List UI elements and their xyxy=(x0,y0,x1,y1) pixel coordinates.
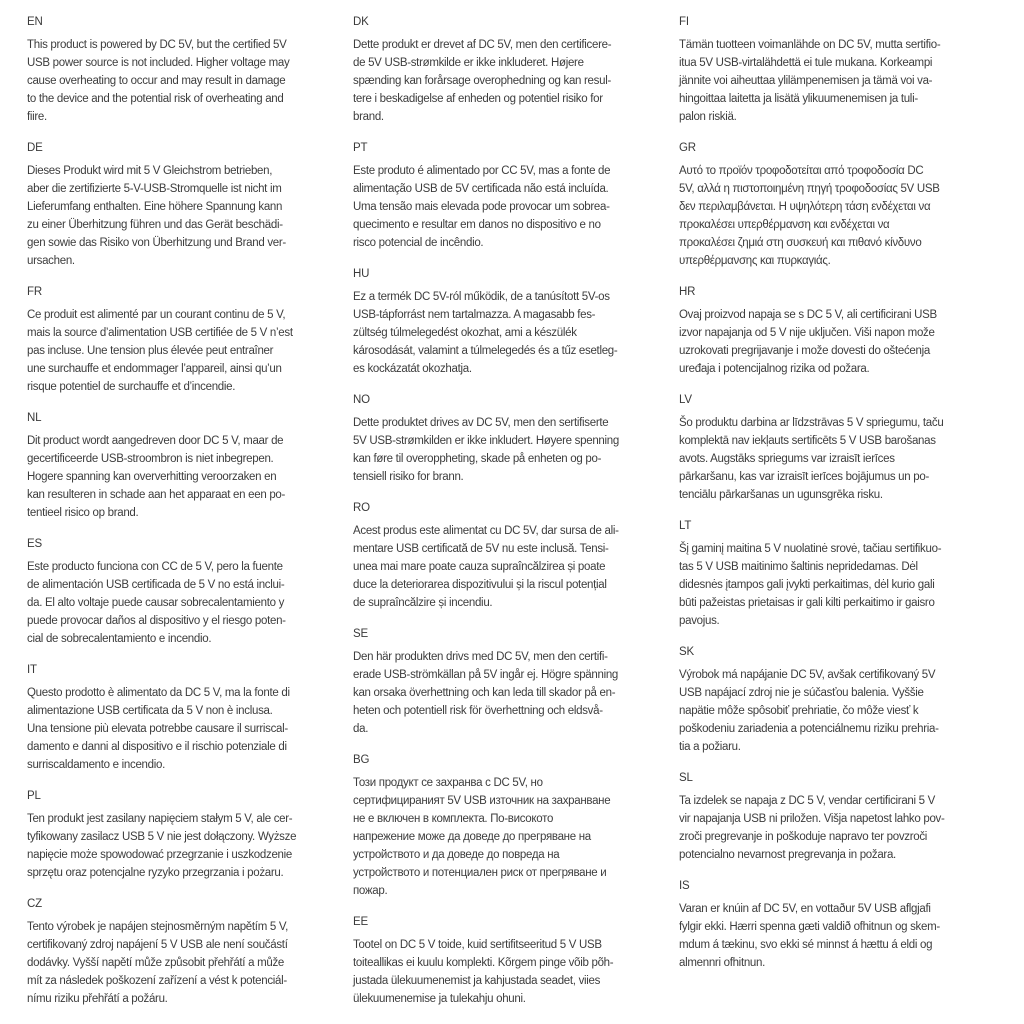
language-code-label: IS xyxy=(679,880,690,892)
notice-text-line: Dette produktet drives av DC 5V, men den sertifiserte xyxy=(353,417,609,429)
notice-text-line: Ez a termék DC 5V-ról működik, de a tanúsított 5V-os xyxy=(353,291,610,303)
notice-section-dk xyxy=(353,13,665,126)
notice-text-line: almennri ofhitnun. xyxy=(679,957,766,969)
notice-section-cz xyxy=(27,895,339,1008)
language-code-label: HU xyxy=(353,268,370,280)
notice-text-line: Tämän tuotteen voimanlähde on DC 5V, mutta sertifio- xyxy=(679,39,941,51)
notice-section-bg xyxy=(353,751,665,900)
notice-text-line: potencialno nevarnost pregrevanja in požara. xyxy=(679,849,896,861)
notice-section-fi xyxy=(679,13,991,126)
notice-text-line: cial de sobrecalentamiento e incendio. xyxy=(27,633,212,645)
notice-text-line: pavojus. xyxy=(679,615,720,627)
notice-section-en xyxy=(27,13,339,126)
notice-text-line: da. El alto voltaje puede causar sobrecalentamiento y xyxy=(27,597,285,609)
notice-text-line: hingoittaa laitetta ja lisätä ylikuumenemisen ja tuli- xyxy=(679,93,918,105)
language-code-label: PT xyxy=(353,142,368,154)
notice-section-ro xyxy=(353,499,665,612)
notice-text-line: fylgir ekki. Hærri spenna gæti valdið ofhitnun og skem- xyxy=(679,921,940,933)
language-code-label: HR xyxy=(679,286,696,298)
notice-text-line: не е включен в комплекта. По-високото xyxy=(353,813,554,825)
notice-text-line: ülekuumenemise ja tulekahju ohuni. xyxy=(353,993,526,1005)
notice-text-line: de 5V USB-strømkilde er ikke inkluderet. Højere xyxy=(353,57,584,69)
notice-text-line: προκαλέσει ζημιά στη συσκευή και πιθανό κίνδυνο xyxy=(679,237,922,249)
notice-text-line: izvor napajanja od 5 V nije uključen. Viši napon može xyxy=(679,327,935,339)
notice-text-line: Una tensione più elevata potrebbe causare il surriscal- xyxy=(27,723,288,735)
notice-text-line: 5V, αλλά η πιστοποιημένη πηγή τροφοδοσίας 5V USB xyxy=(679,183,940,195)
notice-text-line: Tootel on DC 5 V toide, kuid sertifitseeritud 5 V USB xyxy=(353,939,602,951)
notice-section-gr xyxy=(679,139,991,270)
language-code-label: FR xyxy=(27,286,42,298)
language-code-label: SL xyxy=(679,772,693,784)
notice-text-line: kan føre til overoppheting, skade på enheten og po- xyxy=(353,453,602,465)
notice-text-line: Acest produs este alimentat cu DC 5V, dar sursa de ali- xyxy=(353,525,619,537)
notice-text-line: unea mai mare poate cauza supraîncălzirea și poate xyxy=(353,561,606,573)
language-code-label: DE xyxy=(27,142,43,154)
notice-text-line: zroči pregrevanje in poškoduje napravo ter povzroči xyxy=(679,831,928,843)
notice-text-line: Uma tensão mais elevada pode provocar um sobrea- xyxy=(353,201,610,213)
notice-text-line: Този продукт се захранва с DC 5V, но xyxy=(353,777,543,789)
notice-text-line: Lieferumfang enthalten. Eine höhere Spannung kann xyxy=(27,201,283,213)
language-code-label: RO xyxy=(353,502,370,514)
notice-text-line: fiire. xyxy=(27,111,47,123)
notice-text-line: USB napájací zdroj nie je súčasťou balenia. Vyššie xyxy=(679,687,924,699)
notice-text-line: υπερθέρμανσης και πυρκαγιάς. xyxy=(679,255,831,267)
language-code-label: LV xyxy=(679,394,692,406)
notice-text-line: būti pažeistas prietaisas ir gali kilti perkaitimo ir gaisro xyxy=(679,597,935,609)
notice-text-line: tentieel risico op brand. xyxy=(27,507,139,519)
notice-text-line: napätie môže spôsobiť prehriatie, čo môže viesť k xyxy=(679,705,919,717)
language-code-label: LT xyxy=(679,520,692,532)
notice-section-sl xyxy=(679,769,991,864)
notice-text-line: Dieses Produkt wird mit 5 V Gleichstrom betrieben, xyxy=(27,165,273,177)
notice-section-hr xyxy=(679,283,991,378)
notice-text-line: to the device and the potential risk of overheating and xyxy=(27,93,284,105)
notice-text-line: damento e danni al dispositivo e il rischio potenziale di xyxy=(27,741,287,753)
notice-text-line: pārkaršanu, kas var izraisīt ierīces bojājumus un po- xyxy=(679,471,929,483)
notice-text-line: komplektā nav iekļauts sertificēts 5 V USB barošanas xyxy=(679,435,936,447)
notice-section-fr xyxy=(27,283,339,396)
notice-text-line: Hogere spanning kan oververhitting veroorzaken en xyxy=(27,471,277,483)
notice-text-line: brand. xyxy=(353,111,384,123)
notice-text-line: es kockázatát okozhatja. xyxy=(353,363,472,375)
notice-text-line: Este producto funciona con CC de 5 V, pero la fuente xyxy=(27,561,283,573)
notice-text-line: tenciālu pārkaršanas un ugunsgrēka risku. xyxy=(679,489,883,501)
notice-text-line: justada ülekuumenemist ja kahjustada seadet, viies xyxy=(353,975,601,987)
notice-text-line: uzrokovati pregrijavanje i može dovesti do oštećenja xyxy=(679,345,930,357)
language-code-label: FI xyxy=(679,16,689,28)
notice-text-line: Den här produkten drivs med DC 5V, men den certifi- xyxy=(353,651,608,663)
notice-text-line: itua 5V USB-virtalähdettä ei tule mukana. Korkeampi xyxy=(679,57,933,69)
notice-text-line: Šį gaminį maitina 5 V nuolatinė srovė, tačiau sertifikuo- xyxy=(679,543,942,555)
notice-text-line: gen sowie das Risiko von Überhitzung und Brand ver- xyxy=(27,237,286,249)
notice-text-line: mais la source d’alimentation USB certifiée de 5 V n’est xyxy=(27,327,293,339)
notice-text-line: une surchauffe et endommager l’appareil, ainsi qu’un xyxy=(27,363,282,375)
notice-column-2 xyxy=(353,13,665,1024)
notice-text-line: Ta izdelek se napaja z DC 5 V, vendar certificirani 5 V xyxy=(679,795,936,807)
notice-text-line: Tento výrobek je napájen stejnosměrným napětím 5 V, xyxy=(27,921,289,933)
notice-text-line: 5V USB-strømkilden er ikke inkludert. Høyere spenning xyxy=(353,435,619,447)
notice-section-sk xyxy=(679,643,991,756)
notice-text-line: didesnės įtampos gali įvykti perkaitimas, dėl kurio gali xyxy=(679,579,935,591)
notice-text-line: Varan er knúin af DC 5V, en vottaður 5V USB aflgjafi xyxy=(679,903,931,915)
notice-text-line: устройството и да доведе до повреда на xyxy=(353,849,560,861)
notice-text-line: cause overheating to occur and may result in damage xyxy=(27,75,286,87)
notice-section-no xyxy=(353,391,665,486)
notice-text-line: напрежение може да доведе до прегряване на xyxy=(353,831,591,843)
notice-text-line: устройството и потенциален риск от прегряване и xyxy=(353,867,607,879)
notice-section-de xyxy=(27,139,339,270)
notice-text-line: ursachen. xyxy=(27,255,75,267)
notice-text-line: alimentação USB de 5V certificada não está incluída. xyxy=(353,183,609,195)
notice-text-line: certifikovaný zdroj napájení 5 V USB ale není součástí xyxy=(27,939,288,951)
notice-text-line: Ce produit est alimenté par un courant continu de 5 V, xyxy=(27,309,286,321)
notice-section-es xyxy=(27,535,339,648)
language-code-label: CZ xyxy=(27,898,42,910)
notice-text-line: Questo prodotto è alimentato da DC 5 V, ma la fonte di xyxy=(27,687,290,699)
notice-text-line: napięcie może spowodować przegrzanie i uszkodzenie xyxy=(27,849,292,861)
notice-text-line: tas 5 V USB maitinimo šaltinis nepridedamas. Dėl xyxy=(679,561,918,573)
notice-section-nl xyxy=(27,409,339,522)
notice-text-line: jännite voi aiheuttaa ylilämpenemisen ja tämä voi va- xyxy=(679,75,933,87)
notice-section-ee xyxy=(353,913,665,1008)
notice-text-line: USB-tápforrást nem tartalmazza. A magasabb fes- xyxy=(353,309,596,321)
notice-text-line: zu einer Überhitzung führen und das Gerät beschädi- xyxy=(27,219,283,231)
language-code-label: NL xyxy=(27,412,42,424)
notice-column-3 xyxy=(679,13,991,1024)
notice-text-line: Dit product wordt aangedreven door DC 5 V, maar de xyxy=(27,435,284,447)
notice-section-se xyxy=(353,625,665,738)
notice-text-line: da. xyxy=(353,723,369,735)
notice-text-line: avots. Augstāks spriegums var izraisīt ierīces xyxy=(679,453,895,465)
language-code-label: PL xyxy=(27,790,41,802)
notice-text-line: gecertificeerde USB-stroombron is niet inbegrepen. xyxy=(27,453,274,465)
notice-text-line: duce la deteriorarea dispozitivului și la riscul potențial xyxy=(353,579,607,591)
notice-text-line: tensiell risiko for brann. xyxy=(353,471,464,483)
notice-text-line: Dette produkt er drevet af DC 5V, men den certificere- xyxy=(353,39,612,51)
language-code-label: NO xyxy=(353,394,370,406)
notice-text-line: de supraîncălzire și incendiu. xyxy=(353,597,493,609)
language-code-label: IT xyxy=(27,664,37,676)
notice-text-line: Este produto é alimentado por CC 5V, mas a fonte de xyxy=(353,165,611,177)
notice-section-is xyxy=(679,877,991,972)
notice-text-line: vir napajanja USB ni priložen. Višja napetost lahko pov- xyxy=(679,813,945,825)
notice-section-it xyxy=(27,661,339,774)
notice-text-line: sprzętu oraz potencjalne ryzyko przegrzania i pożaru. xyxy=(27,867,284,879)
notice-text-line: сертифицираният 5V USB източник на захранване xyxy=(353,795,611,807)
notice-text-line: risco potencial de incêndio. xyxy=(353,237,484,249)
notice-section-lt xyxy=(679,517,991,630)
notice-text-line: mít za následek poškození zařízení a vést k potenciál- xyxy=(27,975,287,987)
notice-text-line: δεν περιλαμβάνεται. Η υψηλότερη τάση ενδέχεται να xyxy=(679,201,931,213)
notice-text-line: Výrobok má napájanie DC 5V, avšak certifikovaný 5V xyxy=(679,669,936,681)
notice-column-1 xyxy=(27,13,339,1024)
notice-text-line: dodávky. Vyšší napětí může způsobit přehřátí a může xyxy=(27,957,285,969)
notice-section-pl xyxy=(27,787,339,882)
notice-text-line: προκαλέσει υπερθέρμανση και ενδέχεται να xyxy=(679,219,890,231)
notice-text-line: poškodeniu zariadenia a potenciálnemu riziku prehria- xyxy=(679,723,939,735)
notice-text-line: palon riskiä. xyxy=(679,111,737,123)
notice-text-line: alimentazione USB certificata da 5 V non è inclusa. xyxy=(27,705,273,717)
notice-text-line: quecimento e resultar em danos no dispositivo e no xyxy=(353,219,601,231)
notice-section-pt xyxy=(353,139,665,252)
language-code-label: EN xyxy=(27,16,43,28)
notice-text-line: nímu riziku přehřátí a požáru. xyxy=(27,993,168,1005)
notice-text-line: Šo produktu darbina ar līdzstrāvas 5 V spriegumu, taču xyxy=(679,417,944,429)
language-code-label: SE xyxy=(353,628,368,640)
notice-text-line: Αυτό το προϊόν τροφοδοτείται από τροφοδοσία DC xyxy=(679,165,924,177)
notice-text-line: aber die zertifizierte 5-V-USB-Stromquelle ist nicht im xyxy=(27,183,282,195)
language-code-label: EE xyxy=(353,916,368,928)
notice-text-line: tia a požiaru. xyxy=(679,741,741,753)
notice-text-line: Ten produkt jest zasilany napięciem stałym 5 V, ale cer- xyxy=(27,813,293,825)
notice-text-line: surriscaldamento e incendio. xyxy=(27,759,165,771)
notice-text-line: uređaja i potencijalnog rizika od požara. xyxy=(679,363,870,375)
notice-text-line: tyfikowany zasilacz USB 5 V nie jest dołączony. Wyższe xyxy=(27,831,297,843)
notice-text-line: This product is powered by DC 5V, but the certified 5V xyxy=(27,39,287,51)
notice-text-line: puede provocar daños al dispositivo y el riesgo poten- xyxy=(27,615,286,627)
notice-text-line: pas incluse. Une tension plus élevée peut entraîner xyxy=(27,345,274,357)
notice-text-line: USB power source is not included. Higher voltage may xyxy=(27,57,290,69)
notice-text-line: risque potentiel de surchauffe et d’incendie. xyxy=(27,381,236,393)
notice-text-line: zültség túlmelegedést okozhat, ami a készülék xyxy=(353,327,577,339)
language-code-label: DK xyxy=(353,16,369,28)
language-code-label: GR xyxy=(679,142,696,154)
notice-text-line: tere i beskadigelse af enheden og potentiel risiko for xyxy=(353,93,603,105)
notice-section-hu xyxy=(353,265,665,378)
language-code-label: SK xyxy=(679,646,694,658)
notice-section-lv xyxy=(679,391,991,504)
language-code-label: BG xyxy=(353,754,370,766)
notice-text-line: toiteallikas ei kuulu komplekti. Kõrgem pinge võib põh- xyxy=(353,957,614,969)
notice-text-line: károsodását, valamint a túlmelegedés és a tűz esetleg- xyxy=(353,345,618,357)
notice-text-line: Ovaj proizvod napaja se s DC 5 V, ali certificirani USB xyxy=(679,309,937,321)
notice-text-line: spænding kan forårsage overophedning og kan resul- xyxy=(353,75,611,87)
notice-text-line: пожар. xyxy=(353,885,388,897)
notice-text-line: de alimentación USB certificada de 5 V no está inclui- xyxy=(27,579,285,591)
language-code-label: ES xyxy=(27,538,42,550)
notice-text-line: mentare USB certificată de 5V nu este inclusă. Tensi- xyxy=(353,543,609,555)
notice-text-line: kan orsaka överhettning och kan leda till skador på en- xyxy=(353,687,616,699)
notice-text-line: kan resulteren in schade aan het apparaat en een po- xyxy=(27,489,286,501)
notice-text-line: heten och potentiell risk för överhettning och eldsvå- xyxy=(353,705,603,717)
notice-text-line: mdum á tækinu, svo ekki sé minnst á hættu á eldi og xyxy=(679,939,933,951)
notice-text-line: erade USB-strömkällan på 5V ingår ej. Högre spänning xyxy=(353,669,619,681)
